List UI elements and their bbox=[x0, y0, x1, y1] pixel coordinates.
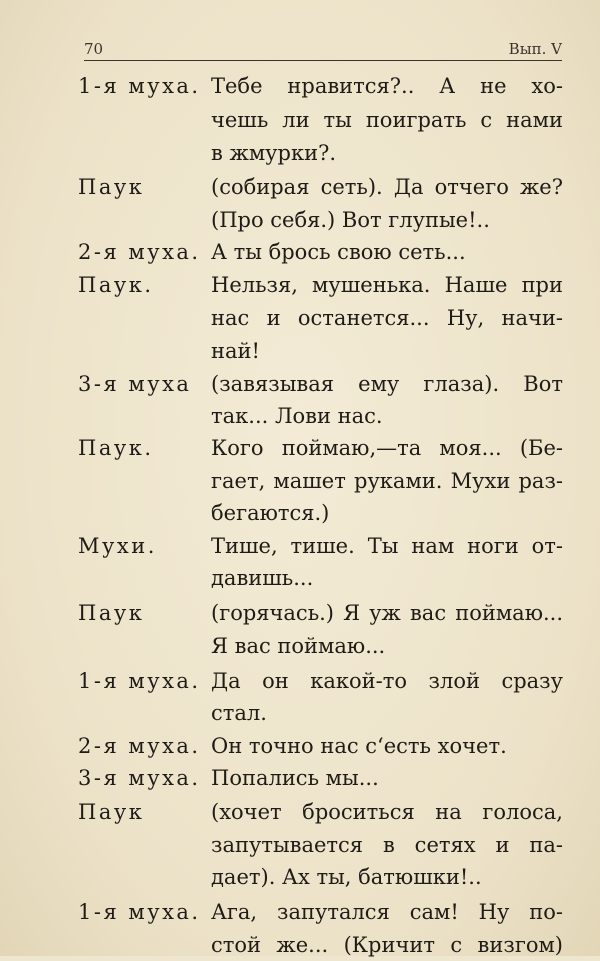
line-text: гает, машет руками. Мухи раз- bbox=[211, 469, 563, 493]
line-text: давишь... bbox=[211, 566, 314, 590]
dialogue-line bbox=[78, 796, 568, 828]
dialogue-line bbox=[78, 368, 568, 400]
dialogue-line bbox=[78, 70, 568, 102]
line-text: стой же... (Кричит с визгом) bbox=[211, 933, 563, 957]
line-text: Нельзя, мушенька. Наше при bbox=[211, 273, 563, 297]
speaker-name: 1-я муха. bbox=[78, 669, 201, 693]
dialogue-line bbox=[78, 665, 568, 697]
speaker-name: 1-я муха. bbox=[78, 74, 201, 98]
dialogue-line bbox=[78, 236, 568, 268]
speaker-name: Мухи. bbox=[78, 534, 157, 558]
line-text: Он точно нас сʻесть хочет. bbox=[211, 734, 507, 758]
dialogue-line bbox=[78, 171, 568, 203]
line-text: Я вас поймаю... bbox=[211, 634, 386, 658]
running-head bbox=[84, 28, 562, 61]
line-text: Да он какой-то злой сразу bbox=[211, 669, 563, 693]
dialogue-line bbox=[78, 400, 568, 432]
dialogue-line bbox=[78, 829, 568, 861]
speaker-name: Паук. bbox=[78, 273, 154, 297]
page-number: 70 bbox=[84, 40, 104, 58]
speaker-name: Паук bbox=[78, 601, 145, 625]
dialogue-line bbox=[78, 697, 568, 729]
line-text: Кого поймаю,—та моя... (Бе- bbox=[211, 436, 563, 460]
line-text: Тебе нравится?.. А не хо- bbox=[211, 74, 563, 98]
speaker-name: 2-я муха. bbox=[78, 240, 201, 264]
dialogue-line bbox=[78, 896, 568, 928]
line-text: стал. bbox=[211, 701, 267, 725]
dialogue-line bbox=[78, 432, 568, 464]
speaker-name: 3-я муха. bbox=[78, 766, 201, 790]
line-text: А ты брось свою сеть... bbox=[211, 240, 466, 264]
line-text: нас и останется... Ну, начи- bbox=[211, 306, 563, 330]
speaker-name: Паук bbox=[78, 175, 145, 199]
line-text: Тише, тише. Ты нам ноги от- bbox=[211, 534, 563, 558]
line-text: Ага, запутался сам! Ну по- bbox=[211, 900, 563, 924]
dialogue-line bbox=[78, 465, 568, 497]
line-text: (Про себя.) Вот глупые!.. bbox=[211, 208, 490, 232]
speaker-name: Паук. bbox=[78, 436, 154, 460]
line-text: (хочет броситься на голоса, bbox=[211, 800, 563, 824]
line-text: (горячась.) Я уж вас поймаю... bbox=[211, 601, 563, 625]
speaker-name: Паук bbox=[78, 800, 145, 824]
dialogue-line bbox=[78, 762, 568, 794]
line-text: (завязывая ему глаза). Вот bbox=[211, 372, 563, 396]
line-text: запутывается в сетях и па- bbox=[211, 833, 563, 857]
dialogue-line bbox=[78, 137, 568, 169]
line-text: Попались мы... bbox=[211, 766, 379, 790]
line-text: най! bbox=[211, 339, 260, 363]
dialogue-line bbox=[78, 269, 568, 301]
dialogue-line bbox=[78, 929, 568, 961]
line-text: (собирая сеть). Да отчего же? bbox=[211, 175, 563, 199]
dialogue-line bbox=[78, 302, 568, 334]
dialogue-line bbox=[78, 562, 568, 594]
speaker-name: 1-я муха. bbox=[78, 900, 201, 924]
dialogue-line bbox=[78, 861, 568, 893]
speaker-name: 2-я муха. bbox=[78, 734, 201, 758]
line-text: бегаются.) bbox=[211, 501, 330, 525]
dialogue-line bbox=[78, 597, 568, 629]
line-text: чешь ли ты поиграть с нами bbox=[211, 108, 563, 132]
dialogue-line bbox=[78, 497, 568, 529]
dialogue-line bbox=[78, 335, 568, 367]
dialogue-line bbox=[78, 104, 568, 136]
dialogue-line bbox=[78, 530, 568, 562]
line-text: дает). Ах ты, батюшки!.. bbox=[211, 865, 482, 889]
dialogue-line bbox=[78, 630, 568, 662]
dialogue-line bbox=[78, 730, 568, 762]
line-text: так... Лови нас. bbox=[211, 404, 383, 428]
speaker-name: 3-я муха bbox=[78, 372, 192, 396]
issue-label: Вып. V bbox=[508, 40, 562, 58]
line-text: в жмурки?. bbox=[211, 141, 337, 165]
dialogue-line bbox=[78, 204, 568, 236]
